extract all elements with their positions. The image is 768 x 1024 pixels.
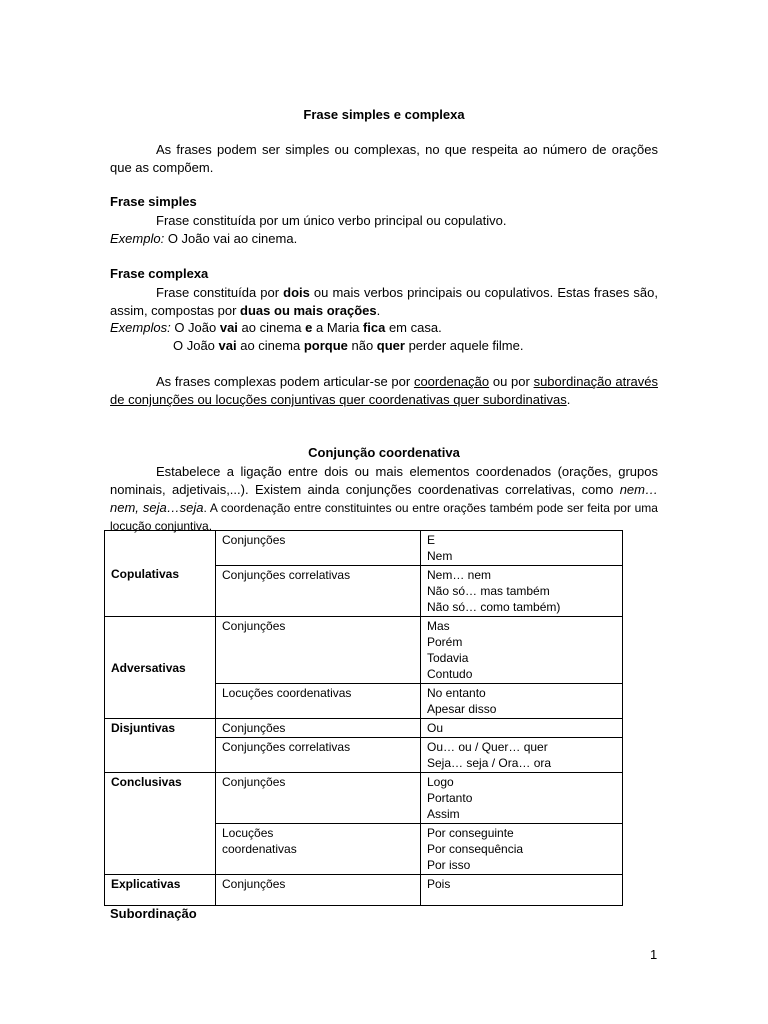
category-disjuntivas: Disjuntivas: [105, 719, 216, 773]
frase-simples-heading: Frase simples: [110, 194, 197, 209]
frase-complexa-heading: Frase complexa: [110, 266, 209, 281]
examples-cell: Logo Portanto Assim: [421, 773, 623, 824]
category-copulativas: Copulativas: [105, 531, 216, 617]
examples-cell: E Nem: [421, 531, 623, 566]
subordinacao-heading: Subordinação: [110, 906, 197, 921]
conjuncao-coordenativa-heading: Conjunção coordenativa: [308, 445, 460, 460]
table-row: [105, 773, 623, 824]
examples-cell: Ou… ou / Quer… quer Seja… seja / Ora… ora: [421, 738, 623, 773]
page-number: 1: [650, 947, 658, 962]
examples-cell: Pois: [421, 875, 623, 906]
type-cell: Conjunções correlativas: [216, 738, 421, 773]
type-cell: Locuções coordenativas: [216, 684, 421, 719]
frase-complexa-example-1: Exemplos: O João vai ao cinema e a Maria fica em casa.: [110, 320, 442, 335]
examples-cell: Por conseguinte Por consequência Por isso: [421, 824, 623, 875]
conjuncao-coordenativa-paragraph: Estabelece a ligação entre dois ou mais elementos coordenados (orações, grupos nominais, adjetivais,...). Existem ainda conjunções coordenativas correlativas, como nem…nem, seja…seja. A coordenação entre constituintes ou entre orações também pode ser feita por uma locução conjuntiva.: [110, 464, 658, 533]
type-cell: Conjunções: [216, 531, 421, 566]
intro-paragraph: As frases podem ser simples ou complexas, no que respeita ao número de orações que as compõem.: [110, 142, 658, 175]
frase-simples-definition: Frase constituída por um único verbo principal ou copulativo.: [156, 213, 507, 228]
conjuncoes-table: [104, 530, 623, 906]
category-conclusivas: Conclusivas: [105, 773, 216, 875]
table-row: [105, 875, 623, 906]
category-adversativas: Adversativas: [105, 617, 216, 719]
type-cell: Conjunções: [216, 719, 421, 738]
type-cell: Conjunções correlativas: [216, 566, 421, 617]
examples-cell: Mas Porém Todavia Contudo: [421, 617, 623, 684]
document-title: Frase simples e complexa: [303, 107, 465, 122]
table-row: [105, 719, 623, 738]
table-row: [105, 531, 623, 566]
examples-label: Exemplos:: [110, 320, 171, 335]
frase-complexa-example-2: O João vai ao cinema porque não quer perder aquele filme.: [173, 338, 524, 353]
type-cell: Locuções coordenativas: [216, 824, 421, 875]
table-row: [105, 617, 623, 684]
coordenacao-term: coordenação: [413, 374, 490, 389]
type-cell: Conjunções: [216, 617, 421, 684]
category-explicativas: Explicativas: [105, 875, 216, 906]
type-cell: Conjunções: [216, 875, 421, 906]
type-cell: Conjunções: [216, 773, 421, 824]
frase-complexa-definition: Frase constituída por dois ou mais verbos principais ou copulativos. Estas frases são, assim, compostas por duas ou mais orações.: [110, 285, 658, 318]
articular-paragraph: As frases complexas podem articular-se por coordenação ou por subordinação através de conjunções ou locuções conjuntivas quer coordenativas quer subordinativas.: [110, 374, 658, 407]
examples-cell: Ou: [421, 719, 623, 738]
example-text: O João vai ao cinema.: [167, 231, 298, 246]
frase-simples-example: [110, 231, 297, 246]
examples-cell: Nem… nem Não só… mas também Não só… como também): [421, 566, 623, 617]
examples-cell: No entanto Apesar disso: [421, 684, 623, 719]
example-label: Exemplo:: [110, 231, 165, 246]
subordinacao-term: subordinação através de conjunções ou locuções conjuntivas quer coordenativas quer subordinativas: [110, 374, 658, 407]
